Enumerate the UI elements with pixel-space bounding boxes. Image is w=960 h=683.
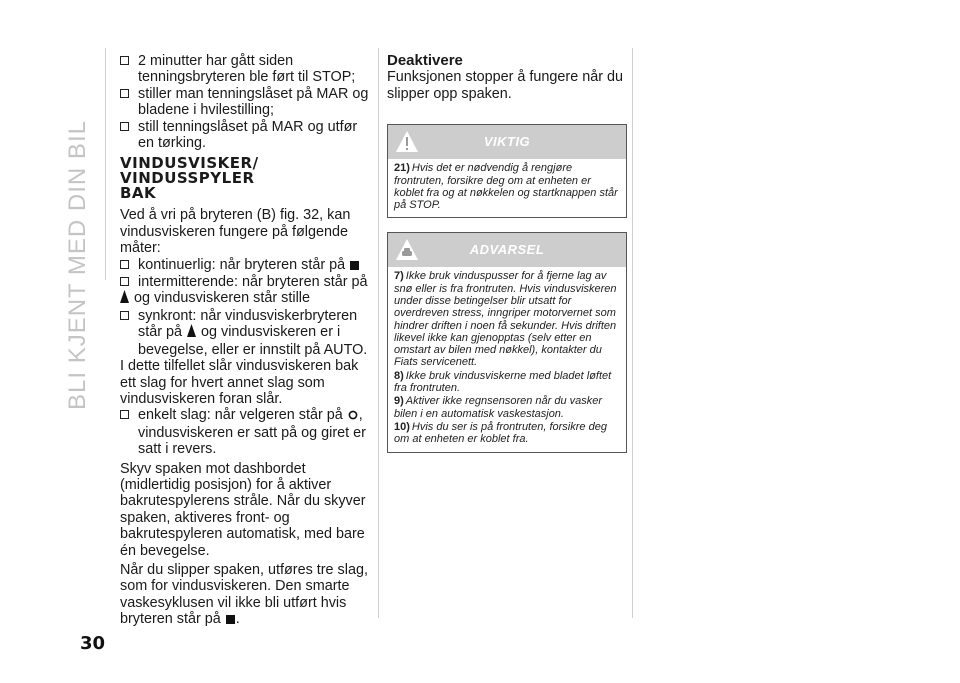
paragraph-push: Skyv spaken mot dashbordet (midlertidig posisjon) for å aktiver bakrutespylerens stråle. Når du skyver spaken, aktiveres front- og bakrutespyleren automatisk, med bare én bevegelse. [120, 460, 366, 559]
list-item-text: stiller man tenningslåset på MAR og bladene i hvilestilling; [138, 85, 369, 119]
wiper-intermittent-icon [120, 290, 129, 307]
list-item [120, 86, 372, 119]
note-text: Hvis du ser is på frontruten, forsikre deg om at enheten er koblet fra. [394, 420, 607, 446]
list-item-text: , vindusviskeren er satt på og giret er satt i revers. [138, 407, 366, 458]
paragraph-release-end: . [235, 611, 240, 628]
square-filled-icon [226, 612, 235, 628]
bullet-square-icon [120, 410, 129, 419]
list-item-text: synkront: når vindusviskerbryteren står på [138, 307, 358, 341]
important-note-body [388, 159, 626, 217]
square-filled-icon [350, 258, 359, 274]
warning-note-title: ADVARSEL [469, 242, 545, 258]
note-item [394, 370, 620, 395]
side-section-title: BLI KJENT MED DIN BIL [64, 120, 91, 410]
intro-paragraph: Ved å vri på bryteren (B) fig. 32, kan vindusviskeren fungere på følgende måter: [120, 207, 351, 257]
single-stroke-icon [348, 408, 358, 424]
note-text: Hvis det er nødvendig å rengjøre frontruten, forsikre deg om at enheten er koblet fra og at nøkkelen og startknappen står på STOP. [394, 162, 618, 212]
note-text: Ikke bruk vindusviskerne med bladet løftet fra frontruten. [394, 369, 612, 395]
note-item [394, 162, 620, 211]
bullet-square-icon [120, 89, 129, 98]
note-number: 21) [394, 162, 410, 175]
note-item [394, 395, 620, 420]
note-text: Aktiver ikke regnsensoren når du vasker bilen i en automatisk vaskestasjon. [394, 395, 603, 420]
bullet-square-icon [120, 311, 129, 320]
list-item [120, 308, 372, 358]
note-number: 7) [394, 270, 404, 283]
list-item-text: enkelt slag: når velgeren står på [138, 407, 343, 424]
warning-note-header [388, 233, 626, 267]
bullet-square-icon [120, 122, 129, 131]
important-note-header [388, 125, 626, 159]
section-heading-line: BAK [120, 184, 157, 203]
note-text: Ikke bruk vinduspusser for å fjerne lag av snø eller is fra frontruten. Hvis vindusviskeren under disse betingelser blir utsatt for overdreven stress, inngriper motorvernet som hindrer driften i noen få sekunder. Hvis driften likevel ikke kan gjenopptas (selv etter en omstart av bilen med nøkkel), kontakter du Fiats servicenett. [394, 270, 617, 369]
list-item-text: og vindusviskeren står stille [134, 290, 310, 307]
list-item-text: intermitterende: når bryteren står på [138, 274, 368, 291]
warning-hand-icon [394, 129, 420, 168]
paragraph-release [120, 562, 372, 629]
list-item-text: still tenningslåset på MAR og utfør en tørking. [138, 118, 358, 152]
paragraph-stroke: I dette tilfellet slår vindusviskeren bak ett slag for hvert annet slag som vindusviskeren foran slår. [120, 358, 359, 407]
important-note-title: VIKTIG [483, 134, 531, 150]
warning-note-body [388, 267, 626, 451]
section-heading-line: VINDUSSPYLER [120, 169, 255, 188]
column-divider-2 [632, 48, 633, 618]
section-heading-line: VINDUSVISKER/ [120, 154, 259, 173]
car-warning-icon [394, 237, 420, 276]
deactivate-paragraph: Funksjonen stopper å fungere når du slipper opp spaken. [387, 69, 624, 102]
list-item [120, 407, 372, 457]
important-note-box [387, 124, 627, 218]
margin-divider [105, 48, 106, 280]
note-number: 10) [394, 420, 410, 433]
section-heading [120, 156, 372, 201]
page-number: 30 [80, 633, 106, 654]
note-item [394, 270, 620, 368]
bullet-square-icon [120, 277, 129, 286]
subheading-deactivate: Deaktivere [387, 52, 463, 69]
warning-note-box [387, 232, 627, 452]
note-number: 8) [394, 369, 404, 382]
list-item [120, 274, 372, 308]
column-divider-1 [378, 48, 379, 618]
list-item-text: 2 minutter har gått siden tenningsbryteren ble ført til STOP; [138, 53, 356, 86]
list-item [120, 257, 372, 274]
list-item [120, 53, 372, 86]
note-number: 9) [394, 395, 404, 408]
list-item [120, 119, 372, 152]
bullet-square-icon [120, 260, 129, 269]
list-item-text: og vindusviskeren er i bevegelse, eller er innstilt på AUTO. [138, 324, 368, 358]
bullet-square-icon [120, 56, 129, 65]
text-column-1 [120, 53, 372, 629]
paragraph-release-text: Når du slipper spaken, utføres tre slag, som for vindusviskeren. Den smarte vaskesyklusen vil ikke bli utført hvis bryteren står på [120, 561, 368, 628]
wiper-intermittent-icon [187, 324, 196, 341]
text-column-2 [387, 53, 627, 453]
note-item [394, 421, 620, 446]
list-item-text: kontinuerlig: når bryteren står på [138, 256, 346, 273]
